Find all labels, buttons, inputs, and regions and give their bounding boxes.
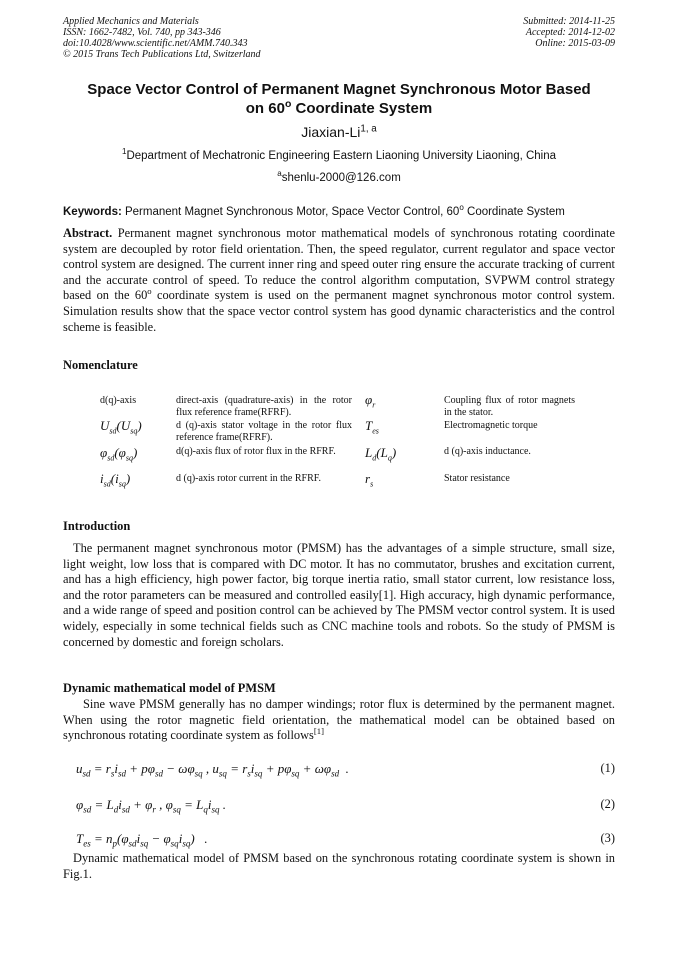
nom-sym-rs: $r_s$ xyxy=(365,471,374,489)
copyright-line: © 2015 Trans Tech Publications Ltd, Switzerland xyxy=(63,49,261,60)
nom-desc-i: d (q)-axis rotor current in the RFRF. xyxy=(176,473,322,484)
keywords: Keywords: Permanent Magnet Synchronous Motor, Space Vector Control, 60$^o$ Coordinate System xyxy=(63,203,565,218)
equation-3: $T_{es} = n_p(\varphi_{sd}i_{sq} - \varphi_{sq}i_{sq})$ . xyxy=(76,831,208,849)
equation-2: $\varphi_{sd} = L_di_{sd} + \varphi_r$ , $\varphi_{sq} = L_qi_{sq}$ . xyxy=(76,797,226,815)
nom-desc-u: d (q)-axis stator voltage in the rotor flux reference frame(RFRF). xyxy=(176,420,352,443)
equation-1-number: (1) xyxy=(600,761,615,775)
equation-1: $u_{sd} = r_si_{sd} + p\varphi_{sd} - \omega\varphi_{sq}$ , $u_{sq} = r_si_{sq} + p\varphi_{sq} + \omega\varphi_{sd}$ . xyxy=(76,761,349,779)
introduction-text: The permanent magnet synchronous motor (PMSM) has the advantages of a simple structure, small size, light weight, low loss that is compared with DC motor. It has no commutator, brushes and excitation current, and has a high efficiency, high power factor, big torque inertia ratio, small stator current, low resistance loss, and the rotor parameters can be measured and controlled easily[1]. High accuracy, high dynamic performance, and a wide range of speed and position control can be achieved by The PMSM vector control system. It is used widely, especially in some technical fields such as CNC machine tools and robots. So the study of PMSM is concerned by domestic and foreign scholars. xyxy=(63,541,615,649)
nom-desc-axis: direct-axis (quadrature-axis) in the rotor flux reference frame(RFRF). xyxy=(176,395,352,418)
equation-3-number: (3) xyxy=(600,831,615,845)
nom-desc-phi-r: Coupling flux of rotor magnets in the stator. xyxy=(444,395,575,418)
nom-desc-phi: d(q)-axis flux of rotor flux in the RFRF. xyxy=(176,446,336,457)
accepted-date: Accepted: 2014-12-02 xyxy=(525,27,615,38)
nom-sym-i: $i_{sd}(i_{sq})$ xyxy=(100,471,131,489)
online-date: Online: 2015-03-09 xyxy=(535,38,615,49)
nom-sym-tes: $T_{es}$ xyxy=(365,418,379,436)
nom-sym-axis: d(q)-axis xyxy=(100,395,137,406)
abstract: Abstract. Permanent magnet synchronous motor mathematical models of synchronous rotating coordinate system are decoupled by rotor field orientation. Then, the speed regulator, current regulator and space vector control system are designed. The current inner ring and speed outer ring ensure the accurate tracking of current and the accurate control of speed. To reduce the control algorithm computation, SVPWM control strategy based on the 60$^o$ coordinate system is used on the permanent magnet synchronous motor control system. Simulation results show that the space vector control system has good dynamic characteristics and the control scheme is feasible. xyxy=(63,226,615,334)
nom-sym-l: $L_d(L_q)$ xyxy=(365,445,397,463)
nom-desc-tes: Electromagnetic torque xyxy=(444,420,538,431)
title-line-1: Space Vector Control of Permanent Magnet Synchronous Motor Based xyxy=(87,81,591,98)
doi-line: doi:10.4028/www.scientific.net/AMM.740.343 xyxy=(63,38,248,49)
author-email: $^a$shenlu-2000@126.com xyxy=(277,169,401,184)
nom-desc-l: d (q)-axis inductance. xyxy=(444,446,531,457)
author: Jiaxian-Li$^{1, a}$ xyxy=(301,123,377,140)
figure-reference-text: Dynamic mathematical model of PMSM based on the synchronous rotating coordinate system is shown in Fig.1. xyxy=(63,851,615,881)
nom-sym-phi: $\varphi_{sd}(\varphi_{sq})$ xyxy=(100,445,138,463)
issn-line: ISSN: 1662-7482, Vol. 740, pp 343-346 xyxy=(63,27,221,38)
journal-name: Applied Mechanics and Materials xyxy=(63,16,199,27)
submitted-date: Submitted: 2014-11-25 xyxy=(523,16,615,27)
abstract-label: Abstract. xyxy=(63,226,113,240)
nom-sym-phi-r: $\varphi_r$ xyxy=(365,392,376,410)
paper-title xyxy=(40,80,638,118)
nomenclature-heading: Nomenclature xyxy=(63,358,138,372)
model-heading: Dynamic mathematical model of PMSM xyxy=(63,681,276,695)
journal-info xyxy=(63,16,261,60)
equation-2-number: (2) xyxy=(600,797,615,811)
nom-desc-rs: Stator resistance xyxy=(444,473,510,484)
affiliation: $^1$Department of Mechatronic Engineering Eastern Liaoning University Liaoning, China xyxy=(121,147,557,162)
submission-dates xyxy=(523,16,615,49)
title-line-2: on 60$^o$ Coordinate System xyxy=(245,98,433,117)
nom-sym-u: $U_{sd}(U_{sq})$ xyxy=(100,418,142,436)
model-text: Sine wave PMSM generally has no damper windings; rotor flux is determined by the permanent magnet. When using the rotor magnetic field orientation, the mathematical model can be obtained based on synchronous rotating coordinate system as follows[1] xyxy=(63,697,615,743)
introduction-heading: Introduction xyxy=(63,519,131,533)
